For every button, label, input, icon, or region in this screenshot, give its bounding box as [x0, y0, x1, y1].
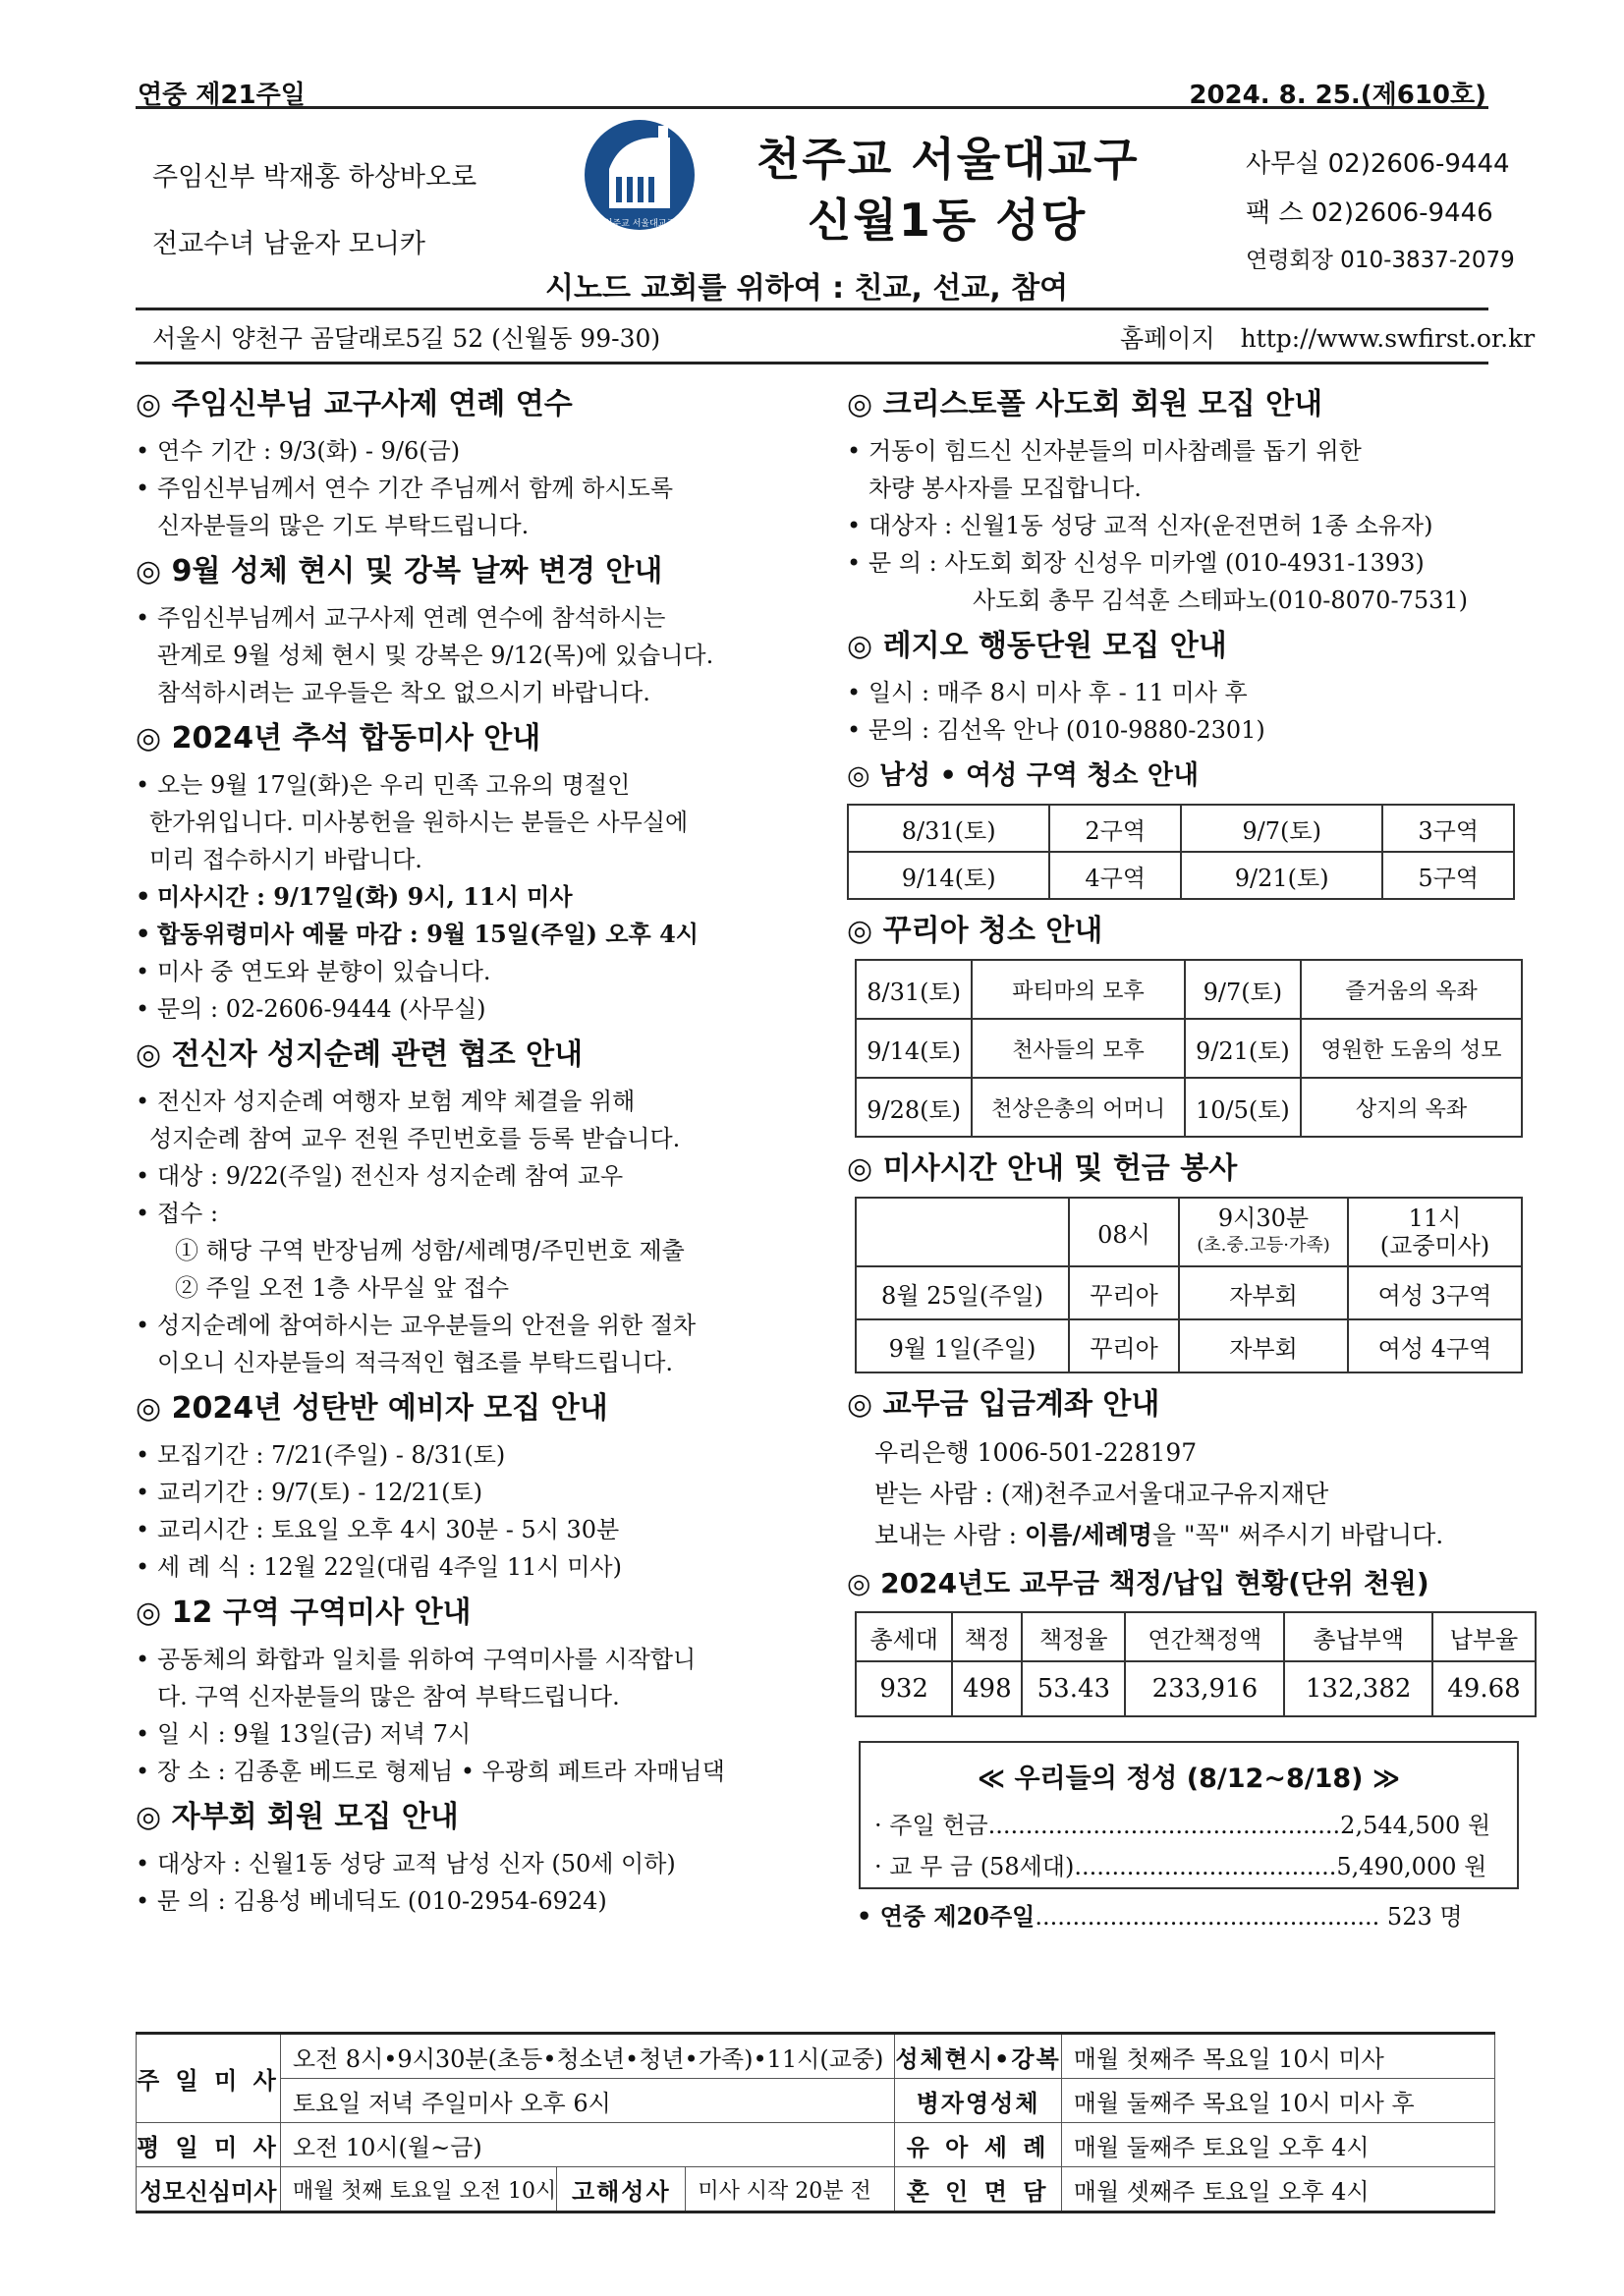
list-item: • 세 례 식 : 12월 22일(대림 4주일 11시 미사)	[136, 1553, 622, 1581]
list-item: 이오니 신자분들의 적극적인 협조를 부탁드립니다.	[157, 1349, 674, 1376]
offering-box	[859, 1741, 1519, 1889]
list-item: • 연수 기간 : 9/3(화) - 9/6(금)	[136, 437, 461, 465]
list-item: 다. 구역 신자분들의 많은 참여 부탁드립니다.	[157, 1683, 620, 1710]
list-item: • 일 시 : 9월 13일(금) 저녁 7시	[136, 1720, 472, 1748]
left-column	[136, 383, 804, 1926]
list-item: 보내는 사람 : 이름/세례명을 "꼭" 써주시기 바랍니다.	[874, 1521, 1444, 1549]
section-title: ◎ 교무금 입금계좌 안내	[847, 1387, 1160, 1422]
diocese-title: 천주교 서울대교구	[756, 133, 1140, 186]
section-title: ◎ 2024년도 교무금 책정/납입 현황(단위 천원)	[847, 1567, 1429, 1599]
table-row: 08시 9시30분 (초.중.고등·가족) 11시 (교중미사)	[856, 1198, 1522, 1266]
sister: 전교수녀 남윤자 모니카	[152, 229, 425, 259]
homepage	[1120, 319, 1535, 355]
list-item: • 문 의 : 사도회 회장 신성우 미카엘 (010-4931-1393)	[847, 549, 1425, 577]
section-title: ◎ 남성 • 여성 구역 청소 안내	[847, 760, 1200, 791]
section-title: ◎ 미사시간 안내 및 헌금 봉사	[847, 1151, 1238, 1186]
table-row: 평 일 미 사 오전 10시(월~금) 유 아 세 례 매월 둘째주 토요일 오후 4시	[137, 2123, 1495, 2167]
list-item: • 대상자 : 신월1동 성당 교적 남성 신자 (50세 이하)	[136, 1850, 676, 1877]
homepage-link[interactable]: http://www.swfirst.or.kr	[1240, 324, 1536, 353]
list-item: 한가위입니다. 미사봉헌을 원하시는 분들은 사무실에	[149, 809, 689, 836]
notice-mass-offering	[847, 1148, 1525, 1373]
table-row: 9/28(토) 천상은총의 어머니 10/5(토) 상지의 옥좌	[856, 1078, 1522, 1137]
notice-pilgrimage	[136, 1034, 804, 1381]
list-item: • 문 의 : 김용성 베네딕도 (010-2954-6924)	[136, 1887, 607, 1915]
issue-date: 2024. 8. 25.(제610호)	[1189, 81, 1486, 110]
list-item: 참석하시려는 교우들은 착오 없으시기 바랍니다.	[157, 679, 650, 706]
notice-cleaning	[847, 755, 1525, 900]
notice-men-club	[136, 1796, 804, 1920]
list-item: ① 해당 구역 반장님께 성함/세례명/주민번호 제출	[175, 1237, 685, 1264]
list-item: 사도회 총무 김석훈 스테파노(010-8070-7531)	[973, 587, 1469, 614]
section-title: ◎ 12 구역 구역미사 안내	[136, 1596, 472, 1630]
table-row: 8/31(토) 2구역 9/7(토) 3구역	[848, 805, 1514, 852]
list-item: • 공동체의 화합과 일치를 위하여 구역미사를 시작합니	[136, 1646, 697, 1673]
section-title: ◎ 2024년 추석 합동미사 안내	[136, 721, 541, 756]
section-title: ◎ 자부회 회원 모집 안내	[136, 1800, 459, 1834]
notice-pastor-training	[136, 383, 804, 544]
list-item: • 접수 :	[136, 1200, 219, 1227]
address: 서울시 양천구 곰달래로5길 52 (신월동 99-30)	[152, 324, 661, 353]
table-row: 8/31(토) 파티마의 모후 9/7(토) 즐거움의 옥좌	[856, 960, 1522, 1019]
list-item: • 문의 : 김선옥 안나 (010-9880-2301)	[847, 716, 1265, 744]
list-item: • 대상 : 9/22(주일) 전신자 성지순례 참여 교우	[136, 1162, 624, 1190]
list-item: • 오는 9월 17일(화)은 우리 민족 고유의 명절인	[136, 771, 631, 799]
table-row: 8월 25일(주일) 꾸리아 자부회 여성 3구역	[856, 1266, 1522, 1319]
list-item: 받는 사람 : (재)천주교서울대교구유지재단	[874, 1480, 1329, 1508]
notice-tithe-status	[847, 1562, 1525, 1717]
list-item: • 주임신부님께서 연수 기간 주님께서 함께 하시도록	[136, 475, 674, 502]
list-item: • 합동위령미사 예물 마감 : 9월 15일(주일) 오후 4시	[136, 920, 699, 948]
list-item: • 교리기간 : 9/7(토) - 12/21(토)	[136, 1479, 483, 1506]
section-title: ◎ 전신자 성지순례 관련 협조 안내	[136, 1037, 584, 1072]
table-row: 주 일 미 사 오전 8시•9시30분(초등•청소년•청년•가족)•11시(교중) 성체현시•강복 매월 첫째주 목요일 10시 미사	[137, 2034, 1495, 2079]
parish-logo-icon	[582, 116, 698, 249]
notice-chuseok-mass	[136, 717, 804, 1028]
table-row: 9/14(토) 4구역 9/21(토) 5구역	[848, 852, 1514, 899]
list-item: • 일시 : 매주 8시 미사 후 - 11 미사 후	[847, 679, 1248, 706]
svg-text:천주교 서울대교구: 천주교 서울대교구	[603, 219, 676, 229]
list-item: • 대상자 : 신월1동 성당 교적 신자(운전면허 1종 소유자)	[847, 512, 1433, 539]
list-item: • 성지순례에 참여하시는 교우분들의 안전을 위한 절차	[136, 1312, 697, 1339]
offering-title: ≪ 우리들의 정성 (8/12~8/18) ≫	[977, 1764, 1401, 1794]
list-item: ② 주일 오전 1층 사무실 앞 접수	[175, 1274, 510, 1302]
section-title: ◎ 2024년 성탄반 예비자 모집 안내	[136, 1391, 608, 1426]
notice-district-mass	[136, 1592, 804, 1790]
attendance: • 연중 제20주일.............................................. 523 명	[857, 1902, 1463, 1931]
table-row: 토요일 저녁 주일미사 오후 6시 병자영성체 매월 둘째주 목요일 10시 미사 후	[137, 2079, 1495, 2123]
list-item: 신자분들의 많은 기도 부탁드립니다.	[157, 512, 530, 539]
tithe-table	[855, 1611, 1537, 1717]
table-row: 총세대 책정 책정율 연간책정액 총납부액 납부율	[856, 1612, 1536, 1661]
list-item: • 모집기간 : 7/21(주일) - 8/31(토)	[136, 1441, 506, 1469]
mass-service-table	[855, 1197, 1523, 1373]
list-item: 우리은행 1006-501-228197	[874, 1438, 1198, 1467]
list-item: 차량 봉사자를 모집합니다.	[868, 475, 1142, 502]
notice-legio	[847, 625, 1525, 749]
table-row: 932 498 53.43 233,916 132,382 49.68	[856, 1661, 1536, 1716]
list-item: • 교리시간 : 토요일 오후 4시 30분 - 5시 30분	[136, 1516, 620, 1543]
section-title: ◎ 크리스토폴 사도회 회원 모집 안내	[847, 387, 1323, 421]
offering-sunday: · 주일 헌금...............................................2,544,500 원	[874, 1812, 1491, 1839]
fax-number: 팩 스 02)2606-9446	[1246, 198, 1493, 228]
section-title: ◎ 9월 성체 현시 및 강복 날짜 변경 안내	[136, 554, 663, 588]
notice-account	[847, 1383, 1525, 1556]
parish-title: 신월1동 성당	[808, 194, 1088, 247]
synod-theme: 시노드 교회를 위하여 : 친교, 선교, 참여	[545, 271, 1069, 306]
list-item: • 문의 : 02-2606-9444 (사무실)	[136, 995, 486, 1023]
notice-christopher	[847, 383, 1525, 619]
section-title: ◎ 레지오 행동단원 모집 안내	[847, 629, 1227, 663]
list-item: 관계로 9월 성체 현시 및 강복은 9/12(목)에 있습니다.	[157, 642, 714, 669]
list-item: • 미사 중 연도와 분향이 있습니다.	[136, 958, 491, 985]
list-item: • 장 소 : 김종훈 베드로 형제님 • 우광희 페트라 자매님댁	[136, 1758, 725, 1785]
leader-phone: 연령회장 010-3837-2079	[1246, 248, 1515, 273]
right-column	[847, 383, 1525, 1932]
table-row: 성모신심미사 매월 첫째 토요일 오전 10시 고해성사 미사 시작 20분 전 혼 인 면 담 매월 셋째주 토요일 오후 4시	[137, 2167, 1495, 2212]
list-item: • 전신자 성지순례 여행자 보험 계약 체결을 위해	[136, 1088, 636, 1115]
section-title: ◎ 꾸리아 청소 안내	[847, 914, 1103, 948]
notice-catechumen	[136, 1387, 804, 1586]
homepage-label: 홈페이지	[1120, 324, 1215, 353]
list-item: • 미사시간 : 9/17일(화) 9시, 11시 미사	[136, 882, 573, 911]
offering-tithe: · 교 무 금 (58세대)...................................5,490,000 원	[874, 1853, 1487, 1880]
notice-adoration-change	[136, 550, 804, 711]
section-title: ◎ 주임신부님 교구사제 연례 연수	[136, 387, 573, 421]
curia-table	[855, 959, 1523, 1138]
mass-schedule-table	[136, 2032, 1495, 2213]
pastor: 주임신부 박재홍 하상바오로	[152, 162, 477, 193]
list-item: • 주임신부님께서 교구사제 연례 연수에 참석하시는	[136, 604, 666, 632]
list-item: 미리 접수하시기 바랍니다.	[149, 846, 422, 873]
list-item: 성지순례 참여 교우 전원 주민번호를 등록 받습니다.	[149, 1125, 681, 1152]
table-row: 9월 1일(주일) 꾸리아 자부회 여성 4구역	[856, 1319, 1522, 1372]
list-item: • 거동이 힘드신 신자분들의 미사참례를 돕기 위한	[847, 437, 1362, 465]
table-row: 9/14(토) 천사들의 모후 9/21(토) 영원한 도움의 성모	[856, 1019, 1522, 1078]
liturgical-week: 연중 제21주일	[138, 81, 306, 110]
office-phone: 사무실 02)2606-9444	[1246, 149, 1510, 179]
cleaning-table	[847, 804, 1515, 900]
notice-curia-cleaning	[847, 910, 1525, 1138]
svg-text:신월1동 성당: 신월1동 성당	[613, 231, 666, 241]
